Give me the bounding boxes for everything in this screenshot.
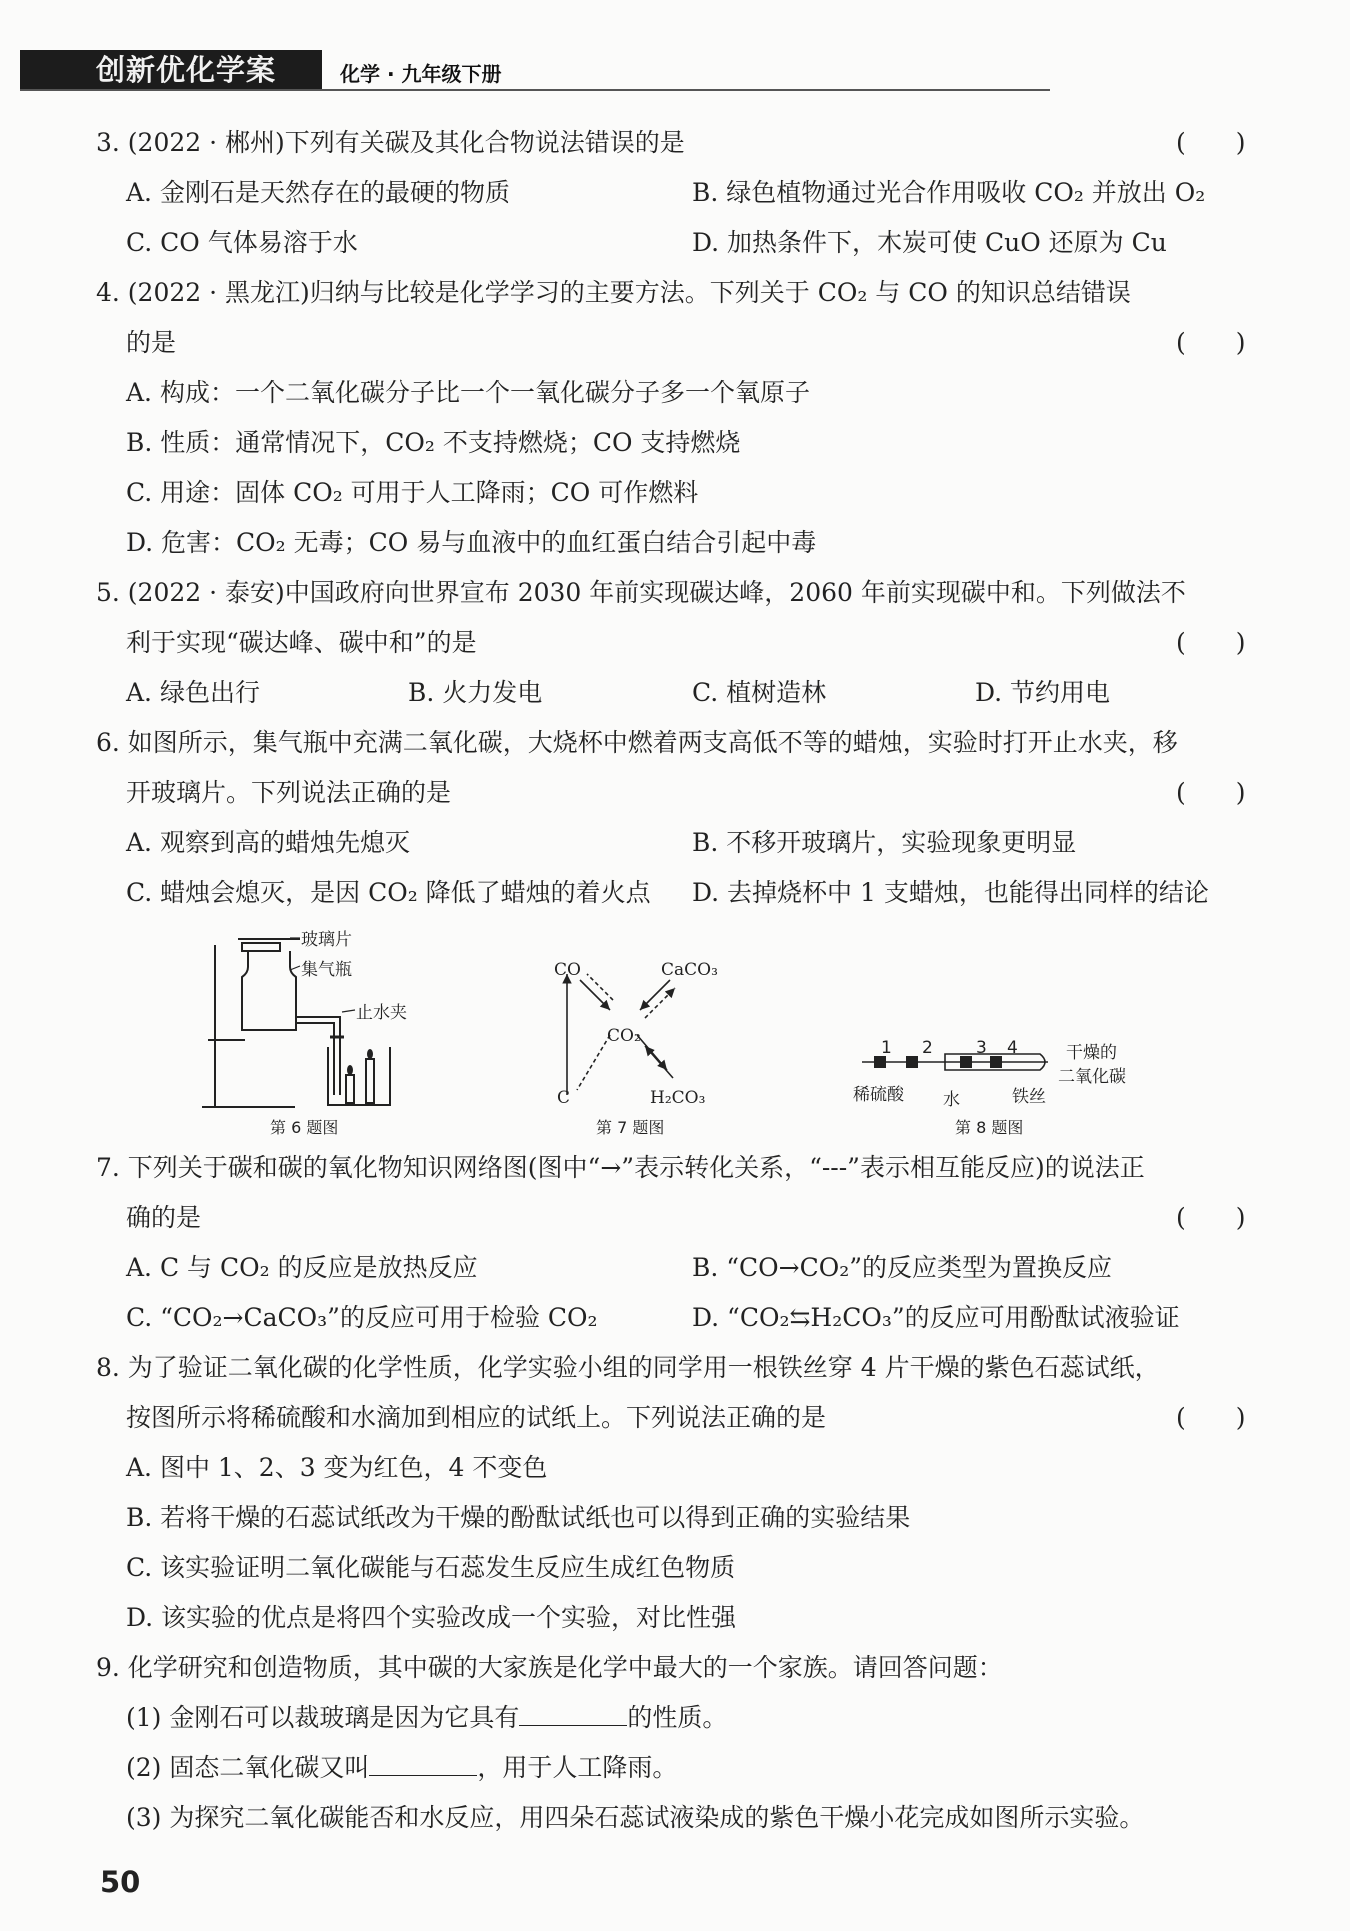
q9-part1-blank[interactable] bbox=[519, 1703, 627, 1726]
q3-option-c: C. CO 气体易溶于水 bbox=[126, 228, 358, 257]
header-rule bbox=[20, 89, 1050, 91]
q6-option-c: C. 蜡烛会熄灭，是因 CO₂ 降低了蜡烛的着火点 bbox=[126, 878, 651, 907]
q5-stem-line2: 利于实现“碳达峰、碳中和”的是 bbox=[126, 628, 477, 657]
fig8-caption: 第 8 题图 bbox=[955, 1118, 1024, 1137]
q9-part2-tail: ，用于人工降雨。 bbox=[477, 1753, 678, 1782]
fig7-node-h2co3: H₂CO₃ bbox=[650, 1088, 706, 1108]
q5-option-b: B. 火力发电 bbox=[408, 678, 543, 707]
q6-option-b: B. 不移开玻璃片，实验现象更明显 bbox=[692, 828, 1077, 857]
q4-bracket: ( ) bbox=[1176, 328, 1246, 357]
q4-option-b: B. 性质：通常情况下，CO₂ 不支持燃烧；CO 支持燃烧 bbox=[126, 428, 741, 457]
q7-stem-line1: 7. 下列关于碳和碳的氧化物知识网络图(图中“→”表示转化关系，“---”表示相互能反应)的说法正 bbox=[96, 1153, 1145, 1182]
q7-option-d: D. “CO₂⇆H₂CO₃”的反应可用酚酞试液验证 bbox=[692, 1303, 1180, 1332]
q6-option-d: D. 去掉烧杯中 1 支蜡烛，也能得出同样的结论 bbox=[692, 878, 1209, 907]
q6-option-a: A. 观察到高的蜡烛先熄灭 bbox=[126, 828, 410, 857]
q9-part1 bbox=[126, 1703, 727, 1733]
book-subtitle: 化学 · 九年级下册 bbox=[340, 62, 502, 86]
q6-stem-line2: 开玻璃片。下列说法正确的是 bbox=[126, 778, 452, 807]
fig6-label-bottle: 集气瓶 bbox=[301, 960, 352, 980]
q5-option-d: D. 节约用电 bbox=[975, 678, 1111, 707]
q9-part2 bbox=[126, 1753, 677, 1783]
fig8-number-3: 3 bbox=[976, 1038, 987, 1058]
fig7-node-c: C bbox=[557, 1088, 571, 1108]
q9-part1-text: (1) 金刚石可以裁玻璃是因为它具有 bbox=[126, 1703, 520, 1732]
q8-stem-line1: 8. 为了验证二氧化碳的化学性质，化学实验小组的同学用一根铁丝穿 4 片干燥的紫色石蕊试纸， bbox=[96, 1353, 1160, 1382]
q7-option-a: A. C 与 CO₂ 的反应是放热反应 bbox=[126, 1253, 478, 1282]
q3-option-a: A. 金刚石是天然存在的最硬的物质 bbox=[126, 178, 510, 207]
q5-bracket: ( ) bbox=[1176, 628, 1246, 657]
fig7-node-caco3: CaCO₃ bbox=[661, 960, 718, 980]
q3-stem: 3. (2022 · 郴州)下列有关碳及其化合物说法错误的是 bbox=[96, 128, 685, 157]
q5-option-c: C. 植树造林 bbox=[692, 678, 827, 707]
q7-option-c: C. “CO₂→CaCO₃”的反应可用于检验 CO₂ bbox=[126, 1303, 598, 1332]
fig6-caption: 第 6 题图 bbox=[270, 1118, 339, 1137]
fig8-number-4: 4 bbox=[1007, 1038, 1018, 1058]
fig7-node-co: CO bbox=[554, 960, 581, 980]
q7-option-b: B. “CO→CO₂”的反应类型为置换反应 bbox=[692, 1253, 1113, 1282]
fig6-label-clamp: 止水夹 bbox=[356, 1003, 407, 1023]
q9-part3: (3) 为探究二氧化碳能否和水反应，用四朵石蕊试液染成的紫色干燥小花完成如图所示实验。 bbox=[126, 1803, 1145, 1832]
fig8-number-1: 1 bbox=[881, 1038, 892, 1058]
q4-option-c: C. 用途：固体 CO₂ 可用于人工降雨；CO 可作燃料 bbox=[126, 478, 699, 507]
fig8-label-wire: 铁丝 bbox=[1012, 1087, 1046, 1107]
q9-part1-tail: 的性质。 bbox=[627, 1703, 728, 1732]
q8-option-d: D. 该实验的优点是将四个实验改成一个实验，对比性强 bbox=[126, 1603, 737, 1632]
q8-option-b: B. 若将干燥的石蕊试纸改为干燥的酚酞试纸也可以得到正确的实验结果 bbox=[126, 1503, 911, 1532]
page-number: 50 bbox=[100, 1865, 141, 1899]
q3-bracket: ( ) bbox=[1176, 128, 1246, 157]
q5-stem-line1: 5. (2022 · 泰安)中国政府向世界宣布 2030 年前实现碳达峰，2060 年前实现碳中和。下列做法不 bbox=[96, 578, 1186, 607]
q3-option-d: D. 加热条件下，木炭可使 CuO 还原为 Cu bbox=[692, 228, 1167, 257]
q7-bracket: ( ) bbox=[1176, 1203, 1246, 1232]
fig6-label-glass: 玻璃片 bbox=[301, 930, 352, 950]
q9-part2-text: (2) 固态二氧化碳又叫 bbox=[126, 1753, 370, 1782]
q4-stem-line2: 的是 bbox=[126, 328, 177, 357]
q4-option-a: A. 构成：一个二氧化碳分子比一个一氧化碳分子多一个氧原子 bbox=[126, 378, 810, 407]
fig7-caption: 第 7 题图 bbox=[596, 1118, 665, 1137]
fig7-node-co2: CO₂ bbox=[607, 1026, 641, 1046]
q8-bracket: ( ) bbox=[1176, 1403, 1246, 1432]
q3-option-b: B. 绿色植物通过光合作用吸收 CO₂ 并放出 O₂ bbox=[692, 178, 1206, 207]
fig8-label-acid: 稀硫酸 bbox=[853, 1085, 904, 1105]
q7-stem-line2: 确的是 bbox=[126, 1203, 202, 1232]
fig8-label-water: 水 bbox=[943, 1090, 960, 1110]
q9-part2-blank[interactable] bbox=[369, 1753, 477, 1776]
fig8-label-dry: 干燥的 bbox=[1066, 1043, 1117, 1063]
q9-stem: 9. 化学研究和创造物质，其中碳的大家族是化学中最大的一个家族。请回答问题： bbox=[96, 1653, 1003, 1682]
q8-option-c: C. 该实验证明二氧化碳能与石蕊发生反应生成红色物质 bbox=[126, 1553, 736, 1582]
q8-option-a: A. 图中 1、2、3 变为红色，4 不变色 bbox=[126, 1453, 548, 1482]
q4-stem-line1: 4. (2022 · 黑龙江)归纳与比较是化学学习的主要方法。下列关于 CO₂ 与 CO 的知识总结错误 bbox=[96, 278, 1131, 307]
book-logo: 创新优化学案 bbox=[96, 53, 277, 87]
q8-stem-line2: 按图所示将稀硫酸和水滴加到相应的试纸上。下列说法正确的是 bbox=[126, 1403, 827, 1432]
q4-option-d: D. 危害：CO₂ 无毒；CO 易与血液中的血红蛋白结合引起中毒 bbox=[126, 528, 817, 557]
q6-stem-line1: 6. 如图所示，集气瓶中充满二氧化碳，大烧杯中燃着两支高低不等的蜡烛，实验时打开止水夹，移 bbox=[96, 728, 1178, 757]
q6-bracket: ( ) bbox=[1176, 778, 1246, 807]
fig8-label-co2: 二氧化碳 bbox=[1058, 1067, 1126, 1087]
fig6-leader-lines bbox=[290, 930, 360, 1020]
fig8-number-2: 2 bbox=[922, 1038, 933, 1058]
q5-option-a: A. 绿色出行 bbox=[126, 678, 260, 707]
